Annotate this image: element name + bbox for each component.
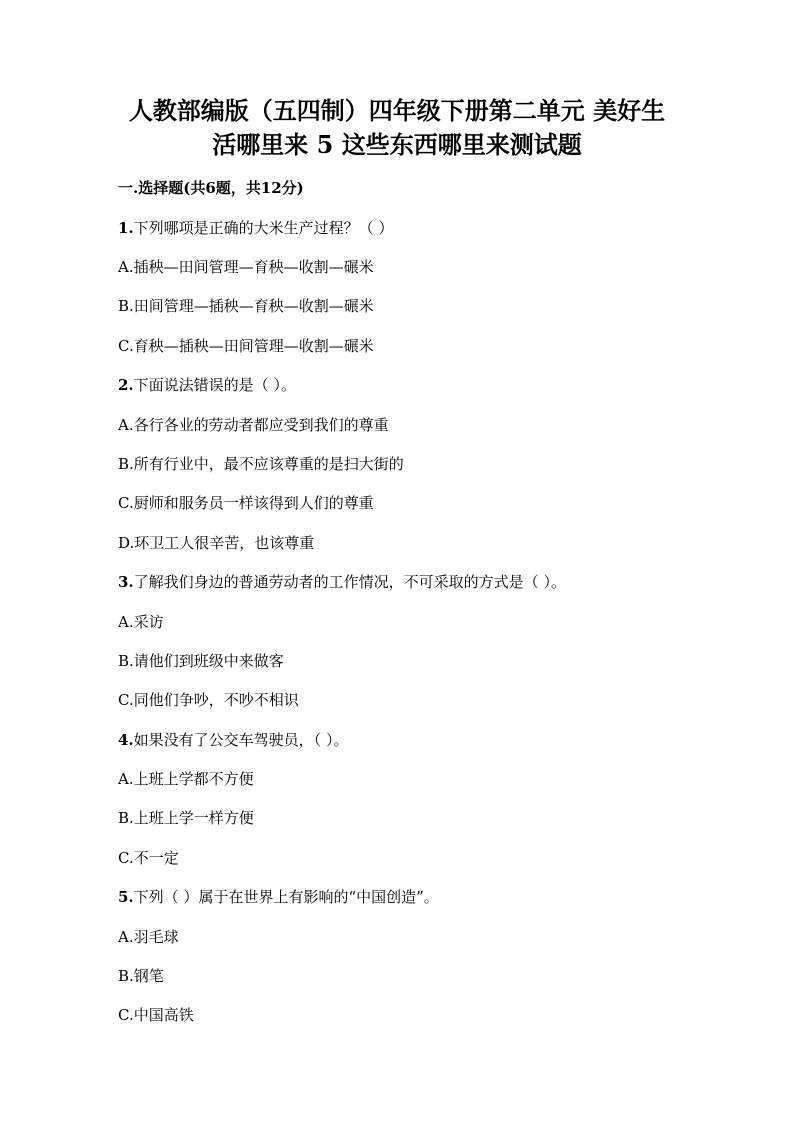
question-number: 1. bbox=[118, 219, 134, 237]
question-4-option-b: B.上班上学一样方便 bbox=[118, 809, 254, 827]
document-title-line-2: 活哪里来 5 这些东西哪里来测试题 bbox=[212, 130, 582, 159]
question-4-option-c: C.不一定 bbox=[118, 849, 179, 867]
section-heading: 一.选择题(共6题，共12分) bbox=[118, 179, 304, 197]
question-3-option-b: B.请他们到班级中来做客 bbox=[118, 652, 284, 670]
question-3-option-a: A.采访 bbox=[118, 613, 164, 631]
question-text: 下列哪项是正确的大米生产过程？（ ） bbox=[133, 219, 394, 237]
question-number: 3. bbox=[118, 573, 134, 591]
question-5 bbox=[118, 887, 439, 907]
question-2-option-d: D.环卫工人很辛苦，也该尊重 bbox=[118, 534, 315, 552]
question-2-option-c: C.厨师和服务员一样该得到人们的尊重 bbox=[118, 494, 374, 512]
question-2 bbox=[118, 375, 296, 395]
question-3 bbox=[118, 572, 566, 592]
question-1-option-b: B.田间管理—插秧—育秧—收割—碾米 bbox=[118, 297, 374, 315]
question-text: 下面说法错误的是（ ）。 bbox=[133, 376, 296, 394]
question-5-option-c: C.中国高铁 bbox=[118, 1006, 194, 1024]
question-5-option-b: B.钢笔 bbox=[118, 967, 164, 985]
question-3-option-c: C.同他们争吵，不吵不相识 bbox=[118, 691, 299, 709]
question-4-option-a: A.上班上学都不方便 bbox=[118, 770, 254, 788]
document-title-line-1: 人教部编版（五四制）四年级下册第二单元 美好生 bbox=[128, 96, 666, 125]
question-number: 4. bbox=[118, 731, 134, 749]
question-text: 如果没有了公交车驾驶员，（ ）。 bbox=[133, 731, 349, 749]
question-1-option-c: C.育秧—插秧—田间管理—收割—碾米 bbox=[118, 337, 374, 355]
question-5-option-a: A.羽毛球 bbox=[118, 928, 179, 946]
question-number: 2. bbox=[118, 376, 134, 394]
question-2-option-a: A.各行各业的劳动者都应受到我们的尊重 bbox=[118, 416, 389, 434]
question-1-option-a: A.插秧—田间管理—育秧—收割—碾米 bbox=[118, 258, 374, 276]
question-text: 下列（ ）属于在世界上有影响的“中国创造”。 bbox=[133, 888, 439, 906]
question-number: 5. bbox=[118, 888, 134, 906]
question-4 bbox=[118, 730, 348, 750]
question-2-option-b: B.所有行业中，最不应该尊重的是扫大街的 bbox=[118, 455, 404, 473]
question-text: 了解我们身边的普通劳动者的工作情况，不可采取的方式是（ ）。 bbox=[133, 573, 566, 591]
question-1 bbox=[118, 218, 393, 238]
